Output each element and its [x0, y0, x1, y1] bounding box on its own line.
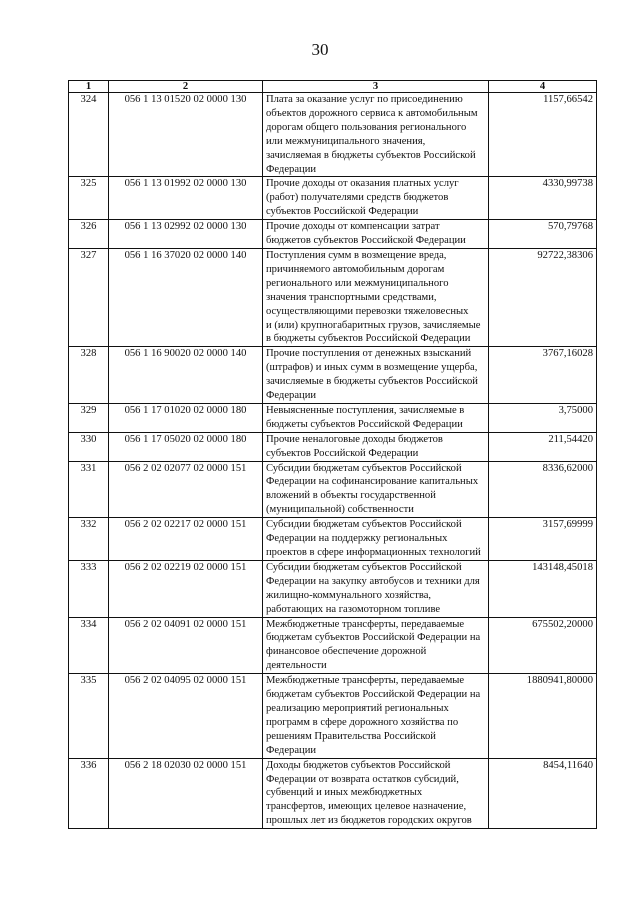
column-header-4: 4 — [489, 81, 597, 93]
revenue-name-line: Федерации на софинансирование капитальных — [266, 476, 479, 488]
revenue-name-line: бюджетам субъектов Российской Федерации на — [266, 689, 481, 701]
budget-classification-code: 056 2 02 02219 02 0000 151 — [109, 560, 263, 617]
table-row — [69, 248, 597, 346]
revenue-name-line: субвенций и иных межбюджетных — [266, 787, 423, 799]
revenue-name-line: Прочие неналоговые доходы бюджетов — [266, 433, 443, 445]
table-row — [69, 758, 597, 829]
revenue-name-line: и (или) крупногабаритных грузов, зачисляемые — [266, 319, 481, 331]
row-number: 332 — [69, 518, 109, 561]
amount: 8336,62000 — [489, 461, 597, 518]
revenue-name-line: причиняемого автомобильным дорогам — [266, 263, 445, 275]
revenue-name — [263, 432, 489, 461]
table-row — [69, 674, 597, 758]
revenue-name-line: субъектов Российской Федерации — [266, 206, 419, 218]
amount: 143148,45018 — [489, 560, 597, 617]
revenue-name-line: финансовое обеспечение дорожной — [266, 646, 427, 658]
budget-classification-code: 056 1 17 05020 02 0000 180 — [109, 432, 263, 461]
revenue-name-line: вложений в объекты государственной — [266, 490, 436, 502]
table-row — [69, 177, 597, 220]
amount: 3767,16028 — [489, 347, 597, 404]
budget-classification-code: 056 1 13 01520 02 0000 130 — [109, 93, 263, 177]
revenue-name — [263, 518, 489, 561]
column-header-2: 2 — [109, 81, 263, 93]
revenue-name-line: трансфертов, имеющих целевое назначение, — [266, 801, 467, 813]
budget-classification-code: 056 1 13 01992 02 0000 130 — [109, 177, 263, 220]
amount: 3157,69999 — [489, 518, 597, 561]
revenue-name-line: зачисляемая в бюджеты субъектов Российской — [266, 149, 476, 161]
table-row — [69, 347, 597, 404]
revenue-name-line: Федерации на закупку автобусов и техники для — [266, 575, 480, 587]
revenue-name-line: Доходы бюджетов субъектов Российской — [266, 759, 451, 771]
row-number: 329 — [69, 403, 109, 432]
amount: 8454,11640 — [489, 758, 597, 829]
revenue-name-line: Межбюджетные трансферты, передаваемые — [266, 618, 465, 630]
revenue-name — [263, 403, 489, 432]
budget-classification-code: 056 2 02 04091 02 0000 151 — [109, 617, 263, 674]
revenue-name-line: Прочие доходы от оказания платных услуг — [266, 178, 459, 190]
row-number: 335 — [69, 674, 109, 758]
table-row — [69, 220, 597, 249]
table-row — [69, 560, 597, 617]
revenue-name-line: Федерации на поддержку региональных — [266, 533, 448, 545]
budget-classification-code: 056 1 17 01020 02 0000 180 — [109, 403, 263, 432]
budget-classification-code: 056 1 16 37020 02 0000 140 — [109, 248, 263, 346]
revenue-name-line: дорогам общего пользования регионального — [266, 121, 467, 133]
revenue-name-line: Субсидии бюджетам субъектов Российской — [266, 519, 462, 531]
revenue-name-line: деятельности — [266, 660, 327, 672]
revenue-name-line: или межмуниципального значения, — [266, 135, 426, 147]
amount: 4330,99738 — [489, 177, 597, 220]
revenue-name-line: бюджетов субъектов Российской Федерации — [266, 235, 466, 247]
revenue-name — [263, 220, 489, 249]
revenue-name-line: значения транспортными средствами, — [266, 291, 437, 303]
revenue-name-line: работающих на газомоторном топливе — [266, 603, 441, 615]
amount: 1157,66542 — [489, 93, 597, 177]
revenue-name-line: Межбюджетные трансферты, передаваемые — [266, 675, 465, 687]
revenue-name — [263, 177, 489, 220]
row-number: 336 — [69, 758, 109, 829]
revenue-name-line: зачисляемые в бюджеты субъектов Российской — [266, 376, 478, 388]
budget-revenue-table — [68, 80, 597, 829]
table-row — [69, 461, 597, 518]
budget-classification-code: 056 2 02 04095 02 0000 151 — [109, 674, 263, 758]
amount: 92722,38306 — [489, 248, 597, 346]
revenue-name-line: Субсидии бюджетам субъектов Российской — [266, 462, 462, 474]
budget-classification-code: 056 1 16 90020 02 0000 140 — [109, 347, 263, 404]
budget-classification-code: 056 2 02 02217 02 0000 151 — [109, 518, 263, 561]
row-number: 325 — [69, 177, 109, 220]
revenue-name-line: Плата за оказание услуг по присоединению — [266, 94, 463, 105]
revenue-name-line: субъектов Российской Федерации — [266, 447, 419, 459]
budget-classification-code: 056 2 18 02030 02 0000 151 — [109, 758, 263, 829]
amount: 675502,20000 — [489, 617, 597, 674]
amount: 1880941,80000 — [489, 674, 597, 758]
row-number: 334 — [69, 617, 109, 674]
budget-classification-code: 056 1 13 02992 02 0000 130 — [109, 220, 263, 249]
revenue-name-line: Федерации — [266, 163, 317, 175]
revenue-name-line: решениям Правительства Российской — [266, 730, 436, 742]
row-number: 326 — [69, 220, 109, 249]
amount: 3,75000 — [489, 403, 597, 432]
amount: 211,54420 — [489, 432, 597, 461]
revenue-name — [263, 617, 489, 674]
revenue-name-line: объектов дорожного сервиса к автомобильным — [266, 107, 478, 119]
revenue-name-line: жилищно-коммунального хозяйства, — [266, 589, 432, 601]
table-row — [69, 403, 597, 432]
table-row — [69, 432, 597, 461]
revenue-name-line: Федерации — [266, 390, 317, 402]
row-number: 331 — [69, 461, 109, 518]
revenue-name — [263, 248, 489, 346]
revenue-name-line: прошлых лет из бюджетов городских округов — [266, 815, 472, 827]
revenue-name-line: Федерации от возврата остатков субсидий, — [266, 773, 459, 785]
revenue-name-line: реализацию мероприятий региональных — [266, 702, 449, 714]
revenue-name-line: программ в сфере дорожного хозяйства по — [266, 716, 459, 728]
revenue-name-line: осуществляющими перевозки тяжеловесных — [266, 305, 469, 317]
revenue-name-line: бюджетам субъектов Российской Федерации на — [266, 632, 481, 644]
revenue-name-line: (работ) получателями средств бюджетов — [266, 192, 449, 204]
header-row — [69, 81, 597, 93]
revenue-name-line: (штрафов) и иных сумм в возмещение ущерба, — [266, 362, 478, 374]
row-number: 330 — [69, 432, 109, 461]
revenue-name-line: (муниципальной) собственности — [266, 504, 414, 516]
page-number: 30 — [311, 40, 329, 59]
amount: 570,79768 — [489, 220, 597, 249]
table-row — [69, 93, 597, 177]
revenue-name — [263, 560, 489, 617]
revenue-name-line: Прочие доходы от компенсации затрат — [266, 221, 440, 233]
revenue-name-line: бюджеты субъектов Российской Федерации — [266, 418, 463, 430]
budget-classification-code: 056 2 02 02077 02 0000 151 — [109, 461, 263, 518]
table-row — [69, 518, 597, 561]
revenue-name-line: Федерации — [266, 744, 317, 756]
row-number: 328 — [69, 347, 109, 404]
revenue-name-line: регионального или межмуниципального — [266, 277, 449, 289]
row-number: 324 — [69, 93, 109, 177]
revenue-name-line: Поступления сумм в возмещение вреда, — [266, 249, 447, 261]
revenue-name-line: Субсидии бюджетам субъектов Российской — [266, 561, 462, 573]
row-number: 333 — [69, 560, 109, 617]
revenue-name — [263, 674, 489, 758]
revenue-name — [263, 758, 489, 829]
revenue-name-line: в бюджеты субъектов Российской Федерации — [266, 333, 471, 345]
column-header-1: 1 — [69, 81, 109, 93]
table-row — [69, 617, 597, 674]
revenue-name-line: Невыясненные поступления, зачисляемые в — [266, 404, 465, 416]
revenue-name-line: проектов в сфере информационных технологий — [266, 547, 481, 558]
revenue-name-line: Прочие поступления от денежных взысканий — [266, 348, 472, 360]
column-header-3: 3 — [263, 81, 489, 93]
revenue-name — [263, 347, 489, 404]
revenue-name — [263, 93, 489, 177]
revenue-name — [263, 461, 489, 518]
row-number: 327 — [69, 248, 109, 346]
